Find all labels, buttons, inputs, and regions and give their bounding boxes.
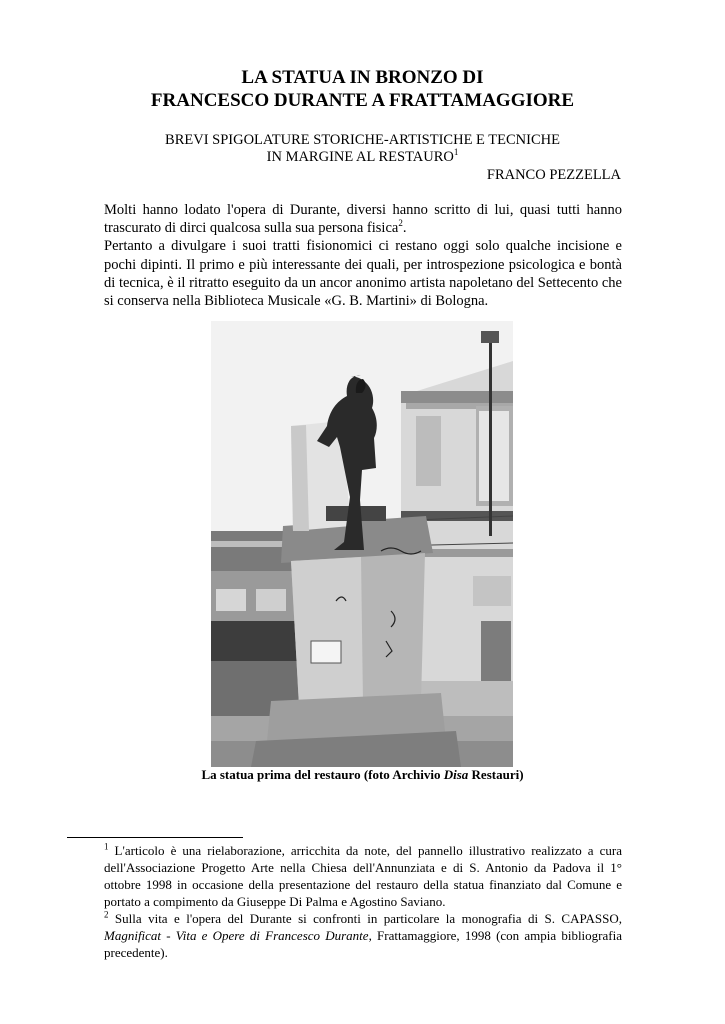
document-subtitle xyxy=(0,132,725,166)
author-name: FRANCO PEZZELLA xyxy=(486,167,621,183)
title-line-2: FRANCESCO DURANTE A FRATTAMAGGIORE xyxy=(150,90,575,111)
footnote-ref-1: 1 xyxy=(453,147,459,158)
caption-part-2: Restauri) xyxy=(468,767,524,782)
footnote-1-mark: 1 xyxy=(104,841,109,852)
statue-photo xyxy=(211,321,513,767)
paragraph-1 xyxy=(104,201,622,237)
footnote-2-mark: 2 xyxy=(104,909,109,920)
footnote-2 xyxy=(104,910,622,961)
body-text xyxy=(104,201,622,310)
figure-caption xyxy=(0,767,725,783)
paragraph-1-end: . xyxy=(402,220,407,237)
footnote-1 xyxy=(104,842,622,910)
footnote-2-italic: Magnificat - Vita e Opere di Francesco Durante xyxy=(104,928,369,943)
footnote-1-text: L'articolo è una rielaborazione, arricchita da note, del pannello illustrativo realizzato a cura dell'Associazione Progetto Arte nella Chiesa dell'Annunziata e di S. Antonio da Padova il 1° ottobre 1998 in occasione della presentazione del restauro della statua finanziato dal Comune e portato a compimento da Giuseppe Di Palma e Agostino Saviano. xyxy=(104,843,622,909)
caption-italic: Disa xyxy=(443,767,469,782)
paragraph-2: Pertanto a divulgare i suoi tratti fisionomici ci restano oggi solo qualche incisione e pochi dipinti. Il primo e più interessante dei quali, per introspezione psicologica e bontà di tecnica, è il ritratto eseguito da un ancor anonimo artista napoletano del Settecento che si conserva nella Biblioteca Musicale «G. B. Martini» di Bologna. xyxy=(104,238,622,310)
title-line-1: LA STATUA IN BRONZO DI xyxy=(241,67,484,88)
footnote-divider xyxy=(67,837,243,838)
footnotes xyxy=(104,842,622,961)
document-title xyxy=(0,66,725,112)
subtitle-line-2 xyxy=(0,149,725,166)
caption-part-1: La statua prima del restauro (foto Archivio xyxy=(201,767,444,782)
subtitle-line-2-text: IN MARGINE AL RESTAURO xyxy=(266,149,454,165)
footnote-ref-2: 2 xyxy=(398,218,403,229)
statue-photo-illustration xyxy=(211,321,513,767)
subtitle-line-1: BREVI SPIGOLATURE STORICHE-ARTISTICHE E TECNICHE xyxy=(165,132,560,148)
footnote-2-text-a: Sulla vita e l'opera del Durante si confronti in particolare la monografia di S. CAPASSO, xyxy=(108,911,622,926)
paragraph-1-text: Molti hanno lodato l'opera di Durante, diversi hanno scritto di lui, quasi tutti hanno trascurato di dirci qualcosa sulla sua persona fisica xyxy=(104,202,622,237)
footnote-2-text-b: , Frattamaggiore, 1998 (con ampia bibliografia precedente). xyxy=(104,928,622,960)
